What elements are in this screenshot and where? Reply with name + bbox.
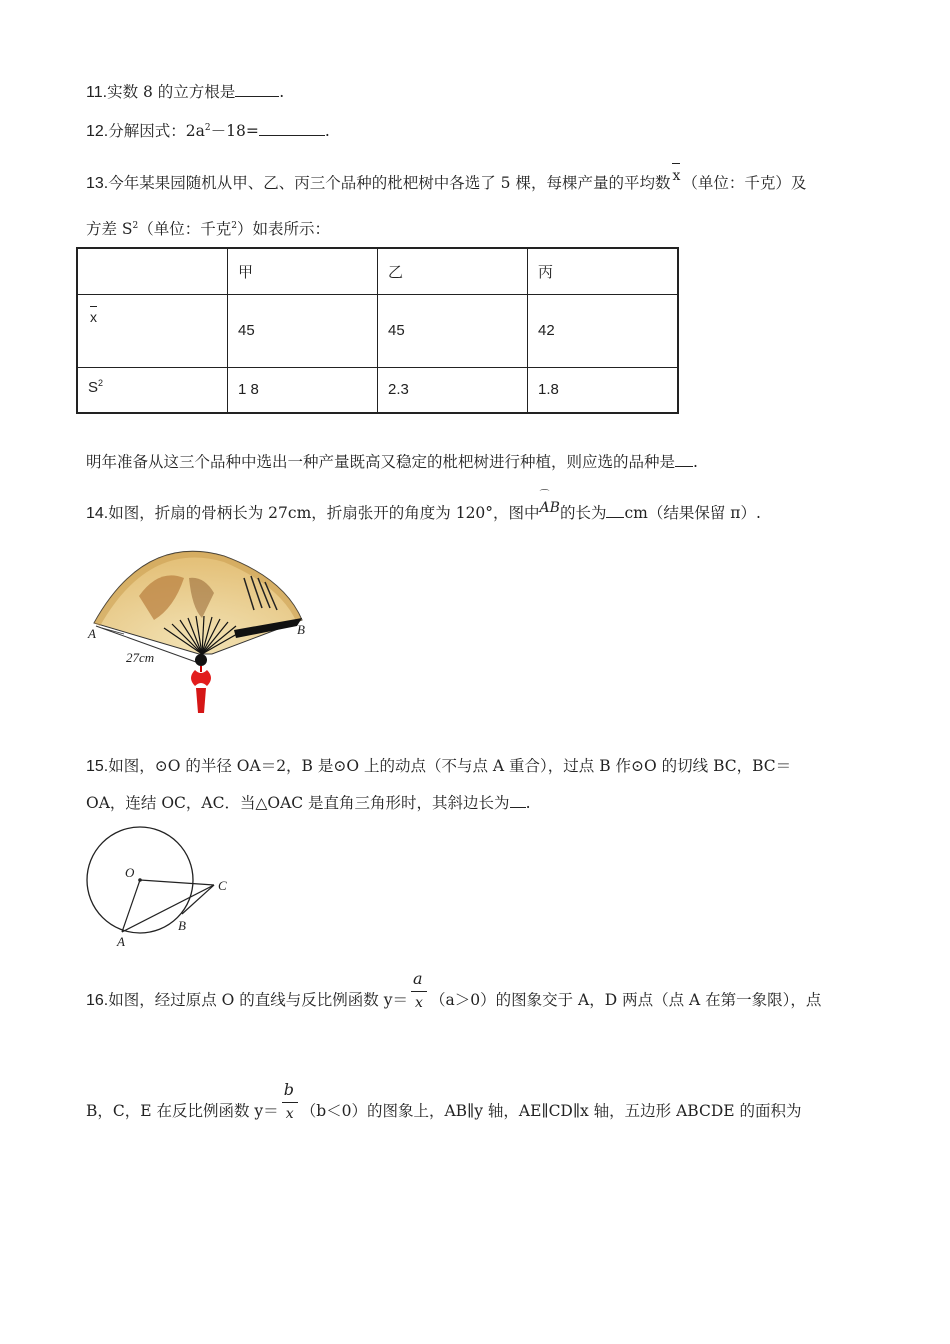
question-14: 14.如图，折扇的骨柄长为 27cm，折扇张开的角度为 120°，图中⌒ AB的长为 cm（结果保留 π）. — [86, 498, 761, 524]
mean-symbol: x — [672, 168, 681, 184]
label-c: C — [218, 878, 227, 893]
question-13-line-3: 明年准备从这三个品种中选出一种产量既高又稳定的枇杷树进行种植，则应选的品种是 . — [86, 453, 698, 471]
table-header-row — [77, 248, 678, 294]
question-number: 13. — [86, 175, 109, 192]
variety-table — [76, 247, 679, 414]
question-16-line-2: B，C，E 在反比例函数 y＝ $\frac{b}{x}$ （b＜0）的图象上，AB∥y 轴，AE∥CD∥x 轴，五边形 ABCDE 的面积为 — [86, 1080, 802, 1122]
table-cell: 乙 — [378, 248, 528, 294]
table-cell — [77, 248, 228, 294]
table-cell: 1 8 — [228, 367, 378, 413]
label-o: O — [125, 865, 135, 880]
question-13-line-2: 方差 $S^2$（单位：千克$^2$）如表所示： — [86, 220, 331, 238]
table-cell: x — [77, 294, 228, 367]
circle-tangent-figure — [82, 822, 242, 952]
answer-blank — [675, 452, 693, 467]
answer-blank — [259, 121, 325, 136]
answer-blank — [606, 503, 624, 518]
question-number: 12. — [86, 123, 109, 140]
table-cell: 2.3 — [378, 367, 528, 413]
folding-fan-figure — [84, 548, 314, 728]
question-number: 14. — [86, 505, 109, 522]
fraction-a-over-x: $\frac{a}{x}$ — [411, 991, 427, 1011]
table-cell: 45 — [378, 294, 528, 367]
question-text: 分解因式：2a — [108, 122, 205, 140]
table-cell: 1.8 — [528, 367, 679, 413]
answer-blank — [510, 793, 526, 808]
label-a: A — [117, 934, 125, 949]
question-12: 12.分解因式：$2a^2-18=$ . — [86, 122, 330, 140]
table-cell: 45 — [228, 294, 378, 367]
question-text: 实数 8 的立方根是 — [107, 83, 236, 101]
table-row — [77, 367, 678, 413]
question-number: 11. — [86, 84, 108, 101]
question-15-line-2: OA，连结 OC，AC．当△OAC 是直角三角形时，其斜边长为 . — [86, 794, 531, 812]
question-number: 16. — [86, 992, 109, 1009]
table-cell: 42 — [528, 294, 679, 367]
table-row — [77, 294, 678, 367]
question-16-line-1: 16.如图，经过原点 O 的直线与反比例函数 y＝ $\frac{a}{x}$ （a＞0）的图象交于 A，D 两点（点 A 在第一象限），点 — [86, 969, 822, 1011]
table-cell: 丙 — [528, 248, 679, 294]
question-13-line-1: 13.今年某果园随机从甲、乙、丙三个品种的枇杷树中各选了 5 棵，每棵产量的平均数 x （单位：千克）及 — [86, 168, 807, 192]
question-15-line-1: 15.如图，⊙O 的半径 OA＝2，B 是⊙O 上的动点（不与点 A 重合），过点 B 作⊙O 的切线 BC，BC＝ — [86, 757, 792, 775]
label-b: B — [178, 918, 186, 933]
arc-ab-symbol: ⌒ AB — [540, 498, 560, 518]
fraction-b-over-x: $\frac{b}{x}$ — [282, 1102, 298, 1122]
fan-length-label: 27cm — [126, 650, 155, 665]
table-cell: 甲 — [228, 248, 378, 294]
question-number: 15. — [86, 758, 109, 775]
question-11: 11.实数 8 的立方根是 . — [86, 83, 285, 101]
fan-label-a: A — [88, 626, 96, 641]
fan-label-b: B — [297, 622, 305, 637]
answer-blank — [235, 82, 279, 97]
table-cell: $S^2$ — [77, 367, 228, 413]
